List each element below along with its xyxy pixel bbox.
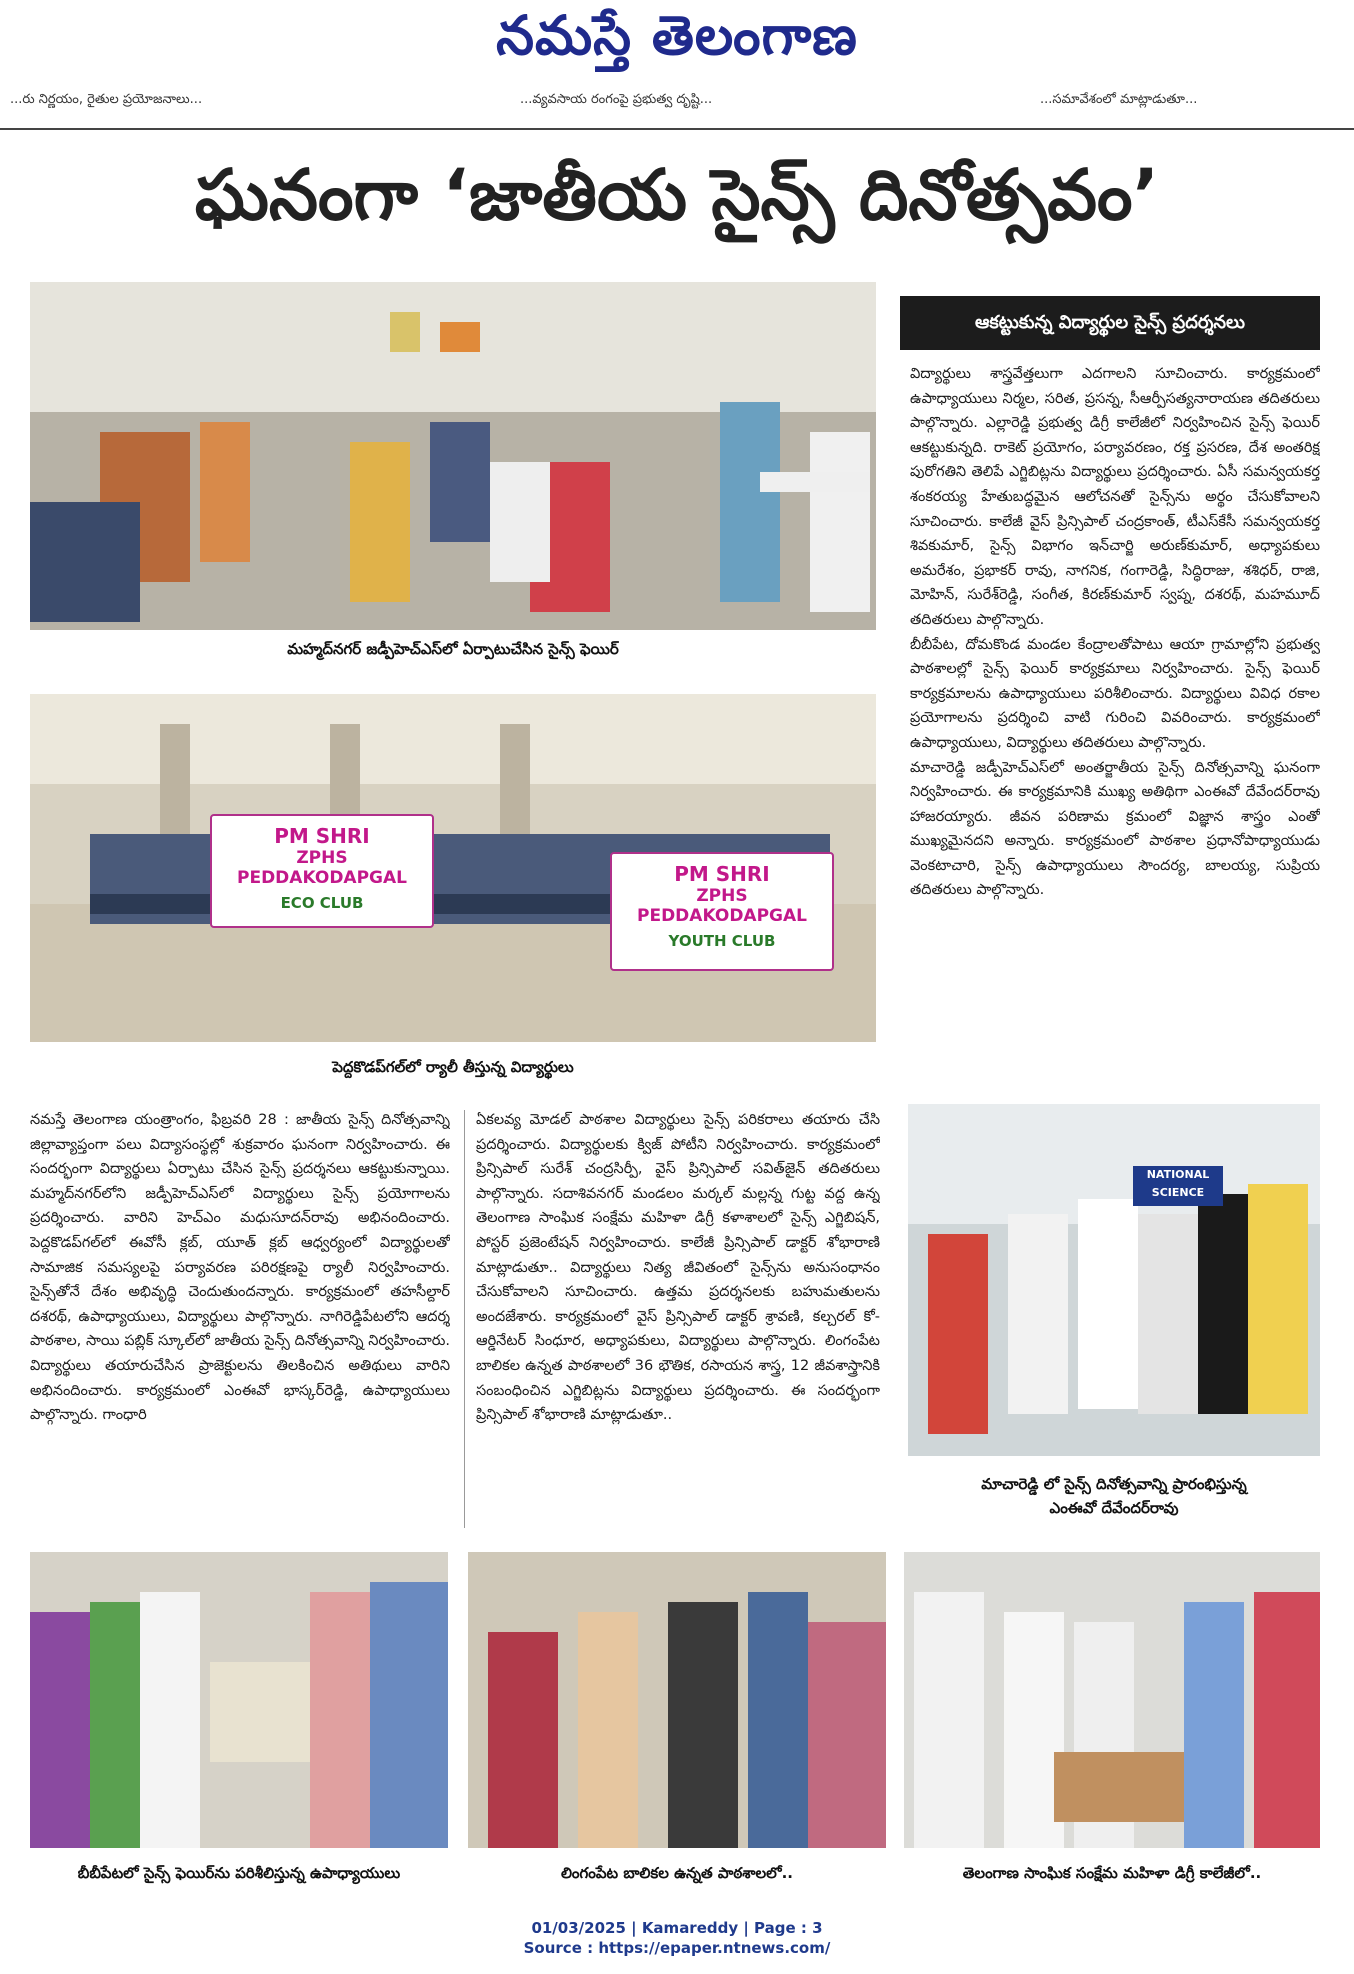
photo-degree-college xyxy=(904,1552,1320,1848)
section-subhead: ఆకట్టుకున్న విద్యార్థుల సైన్స్ ప్రదర్శనలు xyxy=(900,296,1320,350)
left-text-column: నమస్తే తెలంగాణ యంత్రాంగం, ఫిబ్రవరి 28 : జాతీయ సైన్స్ దినోత్సవాన్ని జిల్లావ్యాప్తంగా పలు విద్యాసంస్థల్లో శుక్రవారం ఘనంగా నిర్వహించారు. ఈ సందర్భంగా విద్యార్థులు ఏర్పాటు చేసిన సైన్స్ ప్రదర్శనలు ఆకట్టుకున్నాయి. మహ్మద్‌నగర్‌లోని జడ్పీహెచ్ఎస్‌లో విద్యార్థులు సైన్స్ ప్రయోగాలను ప్రదర్శించారు. వారిని హెచ్ఎం మధుసూదన్‌రావు అభినందించారు. పెద్దకొడప్‌గల్‌లో ఈవోసీ క్లబ్, యూత్ క్లబ్ ఆధ్వర్యంలో విద్యార్థులతో సామాజిక సమస్యలపై పర్యావరణ పరిరక్షణపై ర్యాలీ నిర్వహించారు. సైన్స్‌తోనే దేశం అభివృద్ధి చెందుతుందన్నారు. కార్యక్రమంలో తహసీల్దార్ దశరథ్, ఉపాధ్యాయులు, విద్యార్థులు పాల్గొన్నారు. నాగిరెడ్డిపేటలోని ఆదర్శ పాఠశాల, సాయి పబ్లిక్ స్కూల్‌లో జాతీయ సైన్స్ దినోత్సవాన్ని నిర్వహించారు. విద్యార్థులు తయారుచేసిన ప్రాజెక్టులను తిలకించిన అతిథులు వారిని అభినందించారు. కార్యక్రమంలో ఎంఈవో భాస్కర్‌రెడ్డి, ఉపాధ్యాయులు పాల్గొన్నారు. గాంధారి xyxy=(30,1112,450,1424)
photo-bibipet-fair xyxy=(30,1552,448,1848)
caption-line: ఎంఈవో దేవేందర్‌రావు xyxy=(1049,1499,1179,1517)
banner-line: ECO CLUB xyxy=(280,894,364,912)
photo-caption: మహ్మద్‌నగర్ జడ్పీహెచ్ఎస్‌లో ఏర్పాటుచేసిన సైన్స్ ఫెయిర్ xyxy=(287,640,619,658)
banner-line: PM SHRI xyxy=(674,862,770,886)
ticker-item: ...రు నిర్ణయం, రైతుల ప్రయోజనాలు... xyxy=(10,92,203,107)
edition-info: 01/03/2025 | Kamareddy | Page : 3 xyxy=(531,1919,823,1937)
paragraph: మాచారెడ్డి జడ్పీహెచ్ఎస్‌లో అంతర్జాతీయ సైన్స్ దినోత్సవాన్ని ఘనంగా నిర్వహించారు. ఈ కార్యక్రమానికి ముఖ్య అతిథిగా ఎంఈవో దేవేందర్‌రావు హాజరయ్యారు. జీవన పరిణామ క్రమంలో విజ్ఞాన శాస్త్రం ఎంతో ముఖ్యమైనదని అన్నారు. కార్యక్రమంలో పాఠశాల ప్రధానోపాధ్యాయుడు వెంకటాచారి, సైన్స్ ఉపాధ్యాయులు సౌందర్య, బాలయ్య, సుప్రియ తదితరులు పాల్గొన్నారు. xyxy=(910,759,1320,899)
photo-caption: లింగంపేట బాలికల ఉన్నత పాఠశాలలో.. xyxy=(561,1864,793,1882)
middle-text-column: ఏకలవ్య మోడల్ పాఠశాల విద్యార్థులు సైన్స్ పరికరాలు తయారు చేసి ప్రదర్శించారు. విద్యార్థులకు క్విజ్ పోటీని నిర్వహించారు. కార్యక్రమంలో ప్రిన్సిపాల్ సురేశ్ చంద్రసిర్పీ, వైస్ ప్రిన్సిపాల్ సవిత్‌జైన్ తదితరులు పాల్గొన్నారు. సదాశివనగర్ మండలం మర్కల్ మల్లన్న గుట్ట వద్ద ఉన్న తెలంగాణ సాంఘిక సంక్షేమ మహిళా డిగ్రీ కళాశాలలో సైన్స్ ఎగ్జిబిషన్, పోస్టర్ ప్రజెంటేషన్ నిర్వహించారు. కాలేజీ ప్రిన్సిపాల్ డాక్టర్ శోభారాణి మాట్లాడుతూ.. విద్యార్థులు నిత్య జీవితంలో సైన్స్‌ను అనుసంధానం చేసుకోవాలని సూచించారు. ఉత్తమ ప్రదర్శనలకు బహుమతులను అందజేశారు. కార్యక్రమంలో వైస్ ప్రిన్సిపాల్ డాక్టర్ శ్రావణి, కల్చరల్ కో-ఆర్డినేటర్ సింధూర, అధ్యాపకులు, విద్యార్థులు పాల్గొన్నారు. లింగంపేట బాలికల ఉన్నత పాఠశాలలో 36 భౌతిక, రసాయన శాస్త్ర, 12 జీవశాస్త్రానికి సంబంధించిన ఎగ్జిబిట్లను విద్యార్థులు ప్రదర్శించారు. ఈ సందర్భంగా ప్రిన్సిపాల్ శోభారాణి మాట్లాడుతూ.. xyxy=(476,1112,880,1424)
paragraph: బీబీపేట, దోమకొండ మండల కేంద్రాలతోపాటు ఆయా గ్రామాల్లోని ప్రభుత్వ పాఠశాలల్లో సైన్స్ ఫెయిర్ కార్యక్రమాలు నిర్వహించారు. సైన్స్ ఫెయిర్ కార్యక్రమాలను ఉపాధ్యాయులు పరిశీలించారు. విద్యార్థులు వివిధ రకాల ప్రయోగాలను ప్రదర్శించి వాటి గురించి వివరించారు. కార్యక్రమంలో ఉపాధ్యాయులు, విద్యార్థులు తదితరులు పాల్గొన్నారు. xyxy=(910,636,1320,751)
right-text-column xyxy=(910,362,1320,1082)
newspaper-name: నమస్తే తెలంగాణ xyxy=(496,4,858,67)
ticker-item: ...వ్యవసాయ రంగంపై ప్రభుత్వ దృష్టి... xyxy=(520,92,713,107)
caption-line: మాచారెడ్డి లో సైన్స్ దినోత్సవాన్ని ప్రారంభిస్తున్న xyxy=(981,1475,1247,1493)
science-board: NATIONAL SCIENCE xyxy=(1133,1166,1223,1206)
banner-eco-club xyxy=(210,814,434,928)
banner-line: ZPHS PEDDAKODAPGAL xyxy=(637,886,807,926)
paragraph: విద్యార్థులు శాస్త్రవేత్తలుగా ఎదగాలని సూచించారు. కార్యక్రమంలో ఉపాధ్యాయులు నిర్మల, సరిత, ప్రసన్న, సీఆర్పీసత్యనారాయణ తదితరులు పాల్గొన్నారు. ఎల్లారెడ్డి ప్రభుత్వ డిగ్రీ కాలేజీలో నిర్వహించిన సైన్స్ ఫెయిర్ ఆకట్టుకున్నది. రాకెట్ ప్రయోగం, పర్యావరణం, రక్త ప్రసరణ, దేశ అంతరిక్ష పురోగతిని తెలిపే ఎగ్జిబిట్లను విద్యార్థులు ప్రదర్శించారు. ఏసీ సమన్వయకర్త శంకరయ్య హేతుబద్ధమైన ఆలోచనతో సైన్స్‌ను అర్థం చేసుకోవాలని సూచించారు. కాలేజీ వైస్ ప్రిన్సిపాల్ చంద్రకాంత్, టీఎస్‌కేసీ సమన్వయకర్త శివకుమార్, సైన్స్ విభాగం ఇన్‌చార్జి అరుణ్‌కుమార్, అధ్యాపకులు అమరేశం, ప్రభాకర్ రావు, నాగనిక, గంగారెడ్డి, సిద్ధిరాజు, శశిధర్, రాజి, మోహిన్, సురేశ్‌రెడ్డి, సంగీత, కిరణ్‌కుమార్ స్వప్న, దశరథ్, మహమూద్ తదితరులు పాల్గొన్నారు. xyxy=(910,366,1320,628)
banner-youth-club xyxy=(610,852,834,971)
masthead xyxy=(0,0,1354,88)
photo-caption xyxy=(908,1472,1320,1520)
photo-science-fair-classroom xyxy=(30,282,876,630)
column-divider xyxy=(464,1110,465,1528)
ticker-item: ...సమావేశంలో మాట్లాడుతూ... xyxy=(1040,92,1198,107)
banner-line: YOUTH CLUB xyxy=(668,932,776,950)
banner-line: ZPHS PEDDAKODAPGAL xyxy=(237,848,407,888)
ticker-strip xyxy=(0,90,1354,112)
source-link[interactable]: Source : https://epaper.ntnews.com/ xyxy=(523,1939,831,1957)
photo-caption: బీబీపేటలో సైన్స్ ఫెయిర్‌ను పరిశీలిస్తున్న ఉపాధ్యాయులు xyxy=(77,1864,401,1882)
photo-caption: తెలంగాణ సాంఘిక సంక్షేమ మహిళా డిగ్రీ కాలేజీలో.. xyxy=(962,1864,1262,1882)
photo-rally-students xyxy=(30,694,876,1042)
article-headline: ఘనంగా ‘జాతీయ సైన్స్ దినోత్సవం’ xyxy=(194,154,1160,236)
photo-inauguration xyxy=(908,1104,1320,1456)
banner-line: PM SHRI xyxy=(274,824,370,848)
photo-lingampet-school xyxy=(468,1552,886,1848)
masthead-rule xyxy=(0,128,1354,130)
page-footer xyxy=(0,1918,1354,1958)
photo-caption: పెద్దకొడప్‌గల్‌లో ర్యాలీ తీస్తున్న విద్యార్థులు xyxy=(332,1058,574,1076)
